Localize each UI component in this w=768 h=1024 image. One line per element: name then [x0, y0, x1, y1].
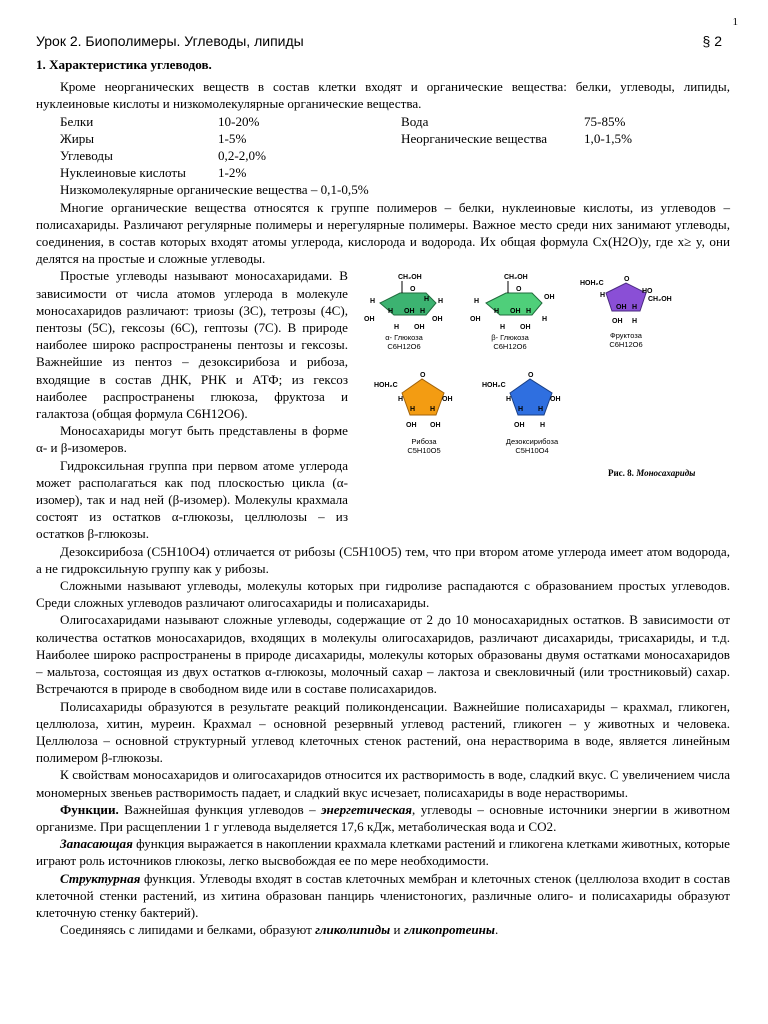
svg-text:H: H — [474, 298, 480, 306]
svg-text:OH: OH — [432, 316, 443, 324]
svg-text:H: H — [424, 296, 430, 304]
svg-text:OH: OH — [430, 422, 441, 430]
oligosaccharides-paragraph: Олигосахаридами называют сложные углеводы, содержащие от 2 до 10 моносахаридных остатков. В зависимости от количества остатков моносахаридов, входящих в молекулы олигосахаридов, различают дисахариды, трисахариды, и т.д. Наиболее широко распространены в природе дисахариды, молекулы которых образованы двумя остатками моносахаридов – мальтоза, состоящая из двух остатков α-глюкозы, молочный сахар – лактоза и свекловичный (или тростниковый) сахар. Встречаются в природе в свободном виде или в составе полисахаридов. — [36, 612, 730, 697]
monosaccharides-figure — [358, 269, 730, 513]
intro-paragraph: Кроме неорганических веществ в состав клетки входят и органические вещества: белки, углеводы, липиды, нуклеиновые кислоты и низкомолекулярные органические вещества. — [36, 79, 730, 112]
proteins-label: Белки — [60, 113, 94, 129]
glyco-paragraph: Соединяясь с липидами и белками, образуют гликолипиды и гликопротеины. — [60, 922, 499, 938]
polymers-paragraph: Многие органические вещества относятся к группе полимеров – белки, нуклеиновые кислоты, из углеводов – полисахариды. Различают регулярные полимеры и нерегулярные полимеры. Важное место среди них занимают углеводы, соединения, в состав которых входят атомы углерода, кислорода и водорода. Их общая формула Cx(H2O)y, где x≥ y, они делятся на простые и сложные углеводы. — [36, 199, 730, 267]
structural-paragraph: Структурная функция. Углеводы входят в состав клеточных мембран и клеточных стенок (целлюлоза входит в состав клеточной стенки растений, из хитина образован панцирь членистоногих, различные олиго- и полисахариды образуют клеточную стенку бактерий). — [36, 870, 730, 920]
functions-paragraph: Функции. Важнейшая функция углеводов – энергетическая, углеводы – основные источники энергии в животном организме. При расщеплении 1 г углевода выделяется 17,6 кДж, метаболическая вода и CO2. — [36, 801, 730, 834]
polysaccharides-paragraph: Полисахариды образуются в результате реакций поликонденсации. Важнейшие полисахариды – крахмал, гликоген, целлюлоза, хитин, муреин. Крахмал – основной резервный углевод растений, гликоген – у животных и человека. Целлюлоза – основной структурный углевод клеточных стенок растений, она нерастворима в воде, является линейным полимером β-глюкозы. — [36, 698, 730, 766]
lesson-title: Урок 2. Биополимеры. Углеводы, липиды — [36, 33, 304, 49]
svg-text:HOH₂C: HOH₂C — [482, 382, 506, 390]
ribose-ring — [402, 379, 444, 415]
svg-text:H: H — [526, 308, 532, 316]
page-number: 1 — [732, 16, 738, 28]
svg-text:OH: OH — [510, 308, 521, 316]
document-body — [36, 56, 730, 938]
svg-text:H: H — [542, 316, 548, 324]
svg-text:H: H — [430, 406, 436, 414]
deoxyribose-paragraph: Дезоксирибоза (C5H10O4) отличается от рибозы (C5H10O5) тем, что при втором атоме углерода имеет атом водорода, а не гидроксильную группу как у рибозы. — [36, 543, 730, 576]
svg-text:OH: OH — [470, 316, 481, 324]
section-heading: 1. Характеристика углеводов. — [36, 57, 212, 72]
svg-text:HOH₂C: HOH₂C — [374, 382, 398, 390]
svg-text:H: H — [632, 318, 638, 326]
svg-text:O: O — [420, 372, 426, 380]
svg-text:H: H — [394, 324, 400, 332]
water-value: 75-85% — [584, 113, 626, 129]
svg-text:OH: OH — [414, 324, 425, 332]
deoxyribose-label: Дезоксирибоза C5H10O4 — [505, 437, 559, 456]
svg-text:H: H — [540, 422, 546, 430]
ribose-label: Рибоза C5H10O5 — [407, 437, 441, 456]
svg-text:OH: OH — [612, 318, 623, 326]
beta-glucose-label: β- Глюкоза C6H12O6 — [491, 333, 529, 352]
fats-label: Жиры — [60, 130, 95, 146]
svg-text:H: H — [518, 406, 524, 414]
section-number: § 2 — [702, 33, 722, 49]
carbs-value: 0,2-2,0% — [218, 147, 267, 163]
lowmol-line: Низкомолекулярные органические вещества – 0,1-0,5% — [60, 181, 369, 197]
svg-text:OH: OH — [520, 324, 531, 332]
svg-text:HO: HO — [642, 288, 653, 296]
svg-text:O: O — [410, 286, 416, 294]
page-header — [36, 33, 732, 53]
proteins-value: 10-20% — [218, 113, 260, 129]
isomers-paragraph: Моносахариды могут быть представлены в форме α- и β-изомеров. — [36, 423, 348, 456]
nucleic-label: Нуклеиновые кислоты — [60, 164, 186, 180]
svg-text:O: O — [528, 372, 534, 380]
water-label: Вода — [401, 113, 429, 129]
svg-text:H: H — [438, 298, 444, 306]
svg-text:O: O — [516, 286, 522, 294]
svg-text:OH: OH — [406, 422, 417, 430]
svg-text:H: H — [506, 396, 512, 404]
svg-text:OH: OH — [514, 422, 525, 430]
svg-text:H: H — [632, 304, 638, 312]
svg-text:H: H — [420, 308, 426, 316]
svg-text:OH: OH — [544, 294, 555, 302]
svg-text:CH₂OH: CH₂OH — [504, 274, 528, 282]
properties-paragraph: К свойствам моносахаридов и олигосахаридов относится их растворимость в воде, сладкий вкус. С увеличением числа мономерных звеньев растворимость падает, и сладкий вкус исчезает, полисахариды в воде нерастворимы. — [36, 767, 730, 800]
fructose-label: Фруктоза C6H12O6 — [609, 331, 643, 350]
svg-text:OH: OH — [442, 396, 453, 404]
fats-value: 1-5% — [218, 130, 247, 146]
svg-text:H: H — [600, 292, 606, 300]
svg-text:OH: OH — [404, 308, 415, 316]
storage-paragraph: Запасающая функция выражается в накоплении крахмала клетками растений и гликогена клетками животных, которые играют роль источников глюкозы, легко высвобождая ее по мере необходимости. — [36, 836, 730, 869]
inorganic-label: Неорганические вещества — [401, 130, 548, 146]
svg-text:CH₂OH: CH₂OH — [648, 296, 672, 304]
figure-caption: Рис. 8. Моносахариды — [608, 468, 696, 479]
nucleic-value: 1-2% — [218, 164, 247, 180]
svg-text:H: H — [538, 406, 544, 414]
simple-carbs-paragraph: Простые углеводы называют моносахаридами. В зависимости от числа атомов углерода в молекуле моносахаридов различают: триозы (3С), тетрозы (4С), пентозы (5С), гексозы (6С), гептозы (7С). В природе наиболее широко распространены пентозы и гексозы. Важнейшие из пентоз – дезоксирибоза и рибоза, входящие в состав ДНК, РНК и АТФ; из гексоз наиболее распространены глюкоза, фруктоза и галактоза (общая формула C6H12O6). — [36, 268, 348, 422]
svg-text:H: H — [398, 396, 404, 404]
svg-text:H: H — [388, 308, 394, 316]
complex-carbs-paragraph: Сложными называют углеводы, молекулы которых при гидролизе распадаются с образованием простых углеводов. Среди сложных углеводов различают олигосахариды и полисахариды. — [36, 578, 730, 611]
deoxyribose-ring — [510, 379, 552, 415]
composition-table — [60, 113, 730, 199]
svg-text:OH: OH — [616, 304, 627, 312]
svg-text:H: H — [410, 406, 416, 414]
inorganic-value: 1,0-1,5% — [584, 130, 633, 146]
svg-text:CH₂OH: CH₂OH — [398, 274, 422, 282]
svg-text:H: H — [494, 308, 500, 316]
carbs-label: Углеводы — [60, 147, 113, 163]
svg-text:OH: OH — [550, 396, 561, 404]
hydroxyl-paragraph: Гидроксильная группа при первом атоме углерода может располагаться как под плоскостью цикла (α-изомер), так и над ней (β-изомер). Молекулы крахмала состоят из остатков α-глюкозы, целлюлозы – из остатков β-глюкозы. — [36, 457, 348, 542]
svg-text:O: O — [624, 276, 630, 284]
svg-text:H: H — [370, 298, 376, 306]
svg-text:OH: OH — [364, 316, 375, 324]
svg-text:HOH₂C: HOH₂C — [580, 280, 604, 288]
alpha-glucose-label: α- Глюкоза C6H12O6 — [385, 333, 423, 352]
svg-text:H: H — [500, 324, 506, 332]
